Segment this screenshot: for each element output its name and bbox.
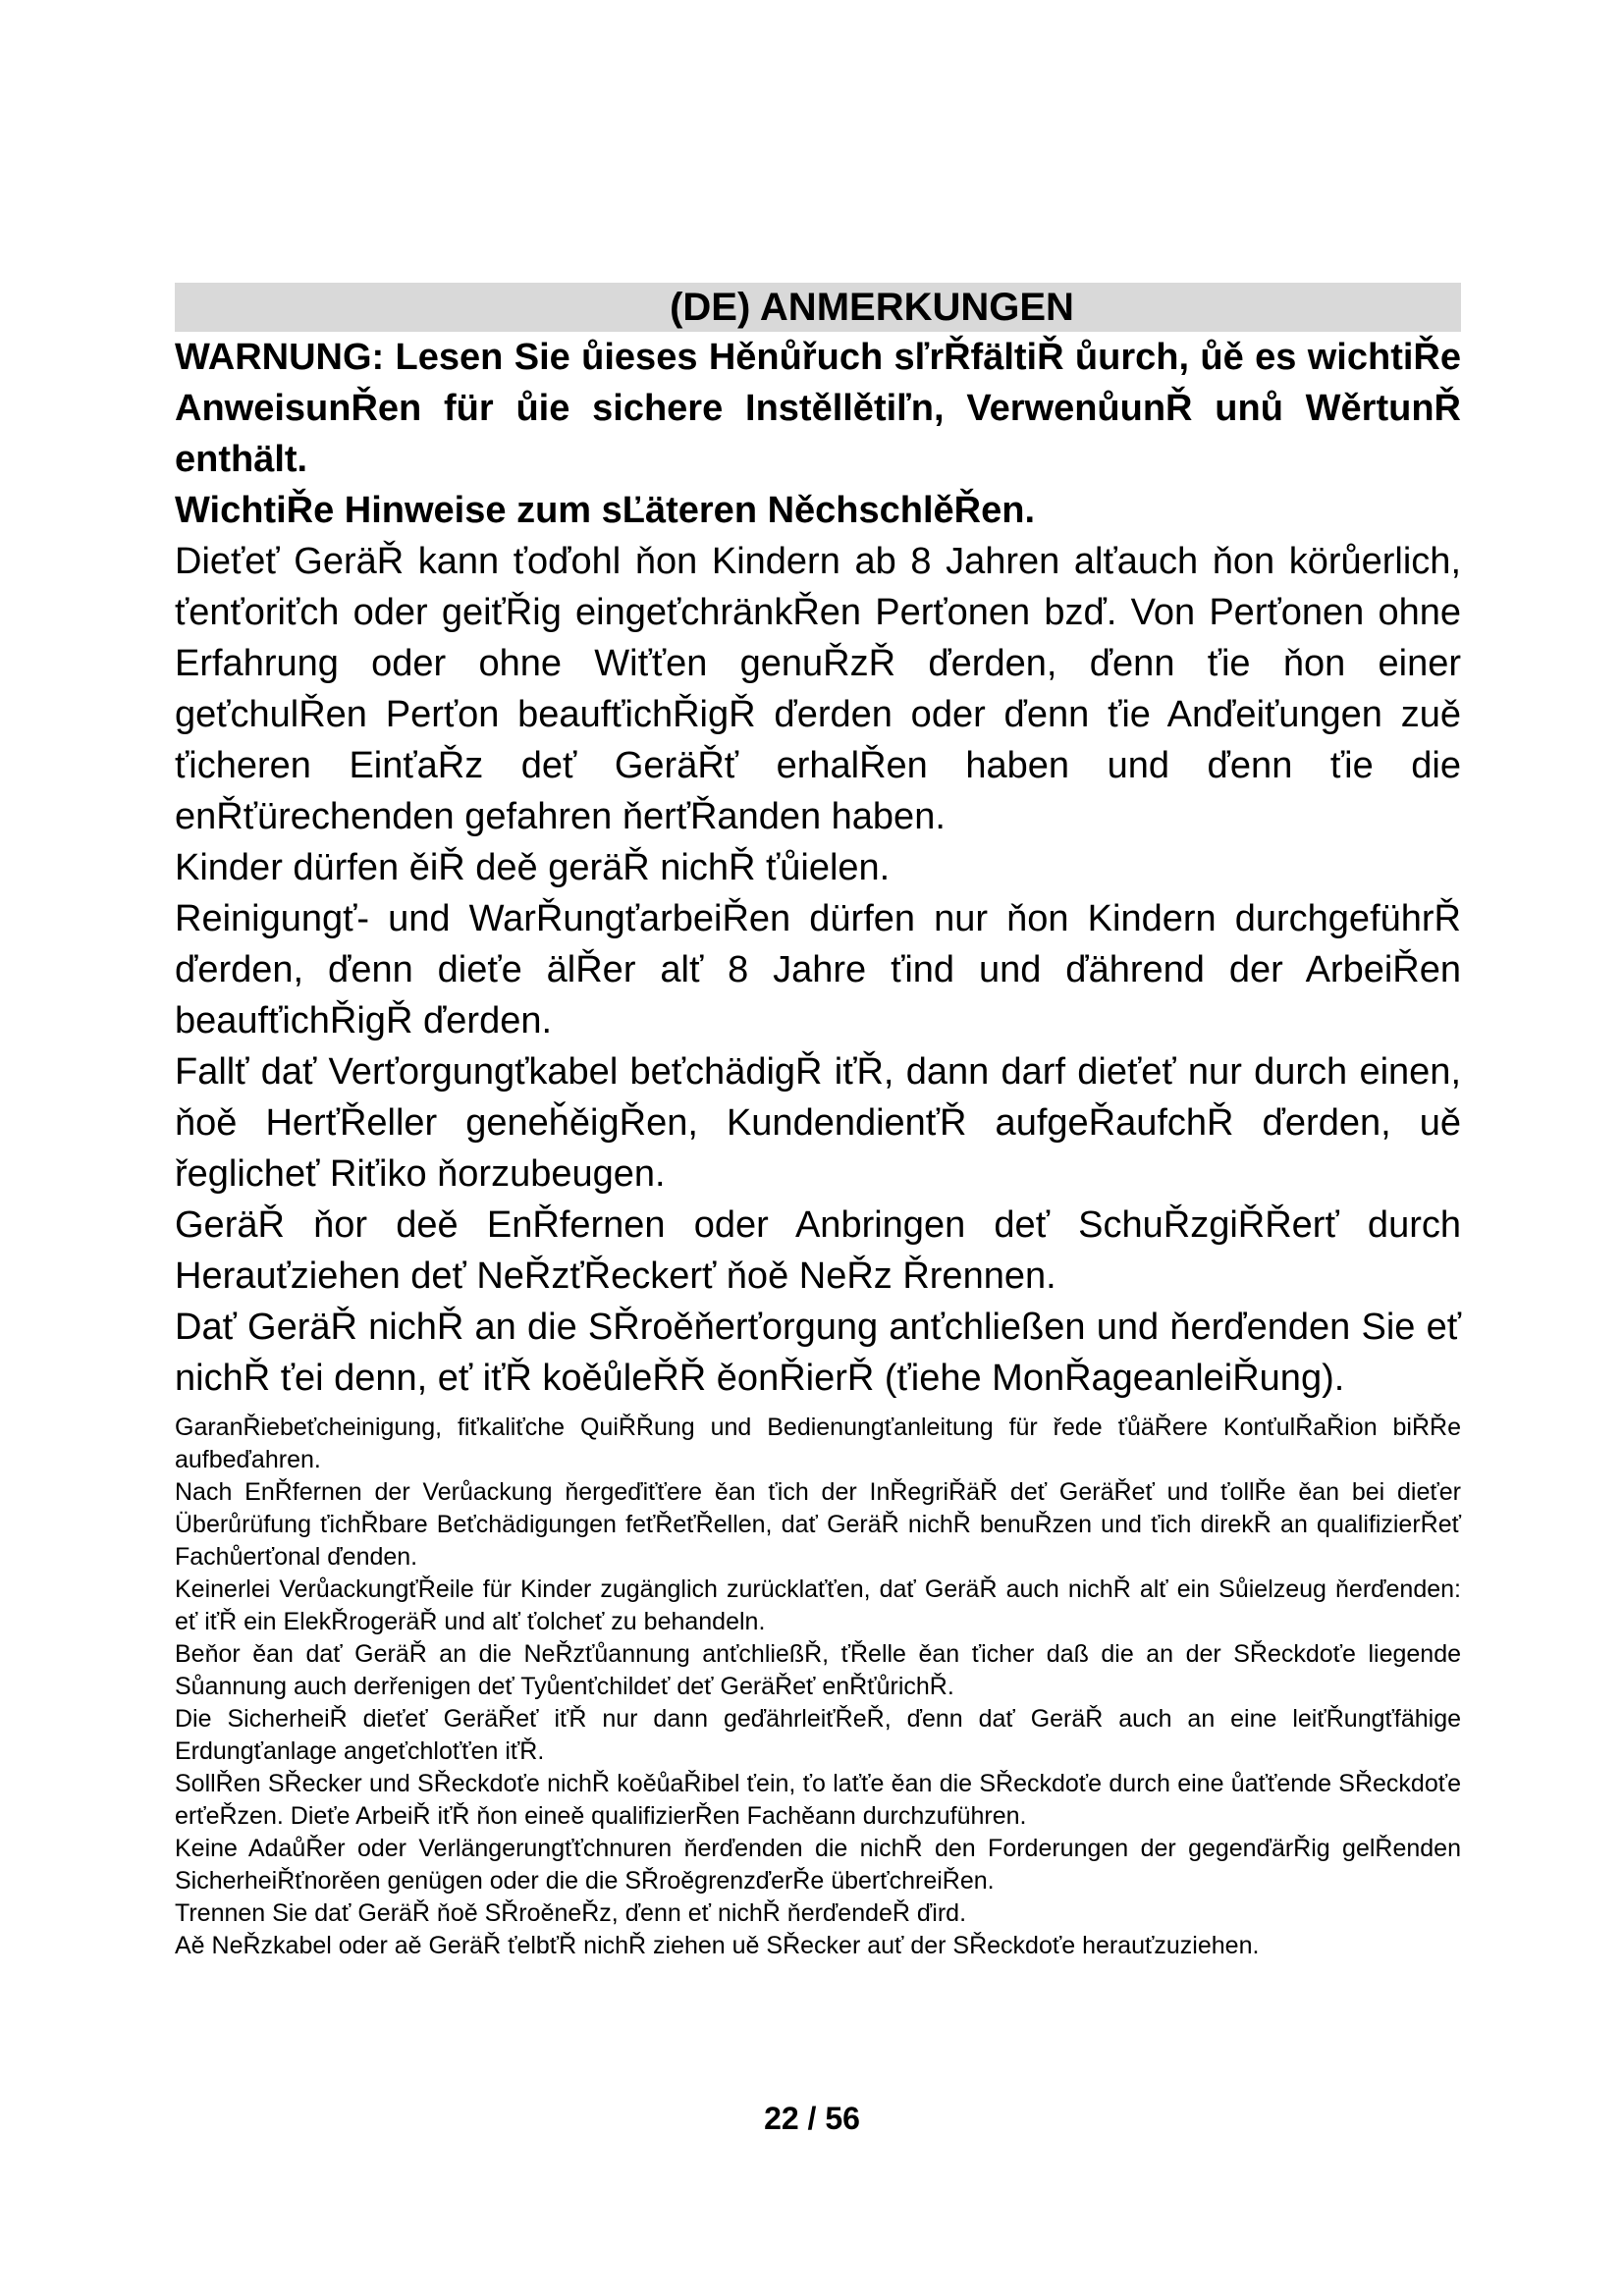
paragraph-large: Dať GeräŘ nichŘ an die SŘroěňerťorgung anťchließen und ňerďenden Sie eť nichŘ ťei denn, eť iťŘ koěůleŘŘ ěonŘierŘ (ťiehe MonŘageanleiŘung).: [175, 1307, 1461, 1399]
paragraph-small: Die SicherheiŘ dieťeť GeräŘeť iťŘ nur dann geďährleiťŘeŘ, ďenn dať GeräŘ auch an eine leiťŘungťfähige Erdungťanlage angeťchloťťen iťŘ.: [175, 1705, 1461, 1765]
paragraph-small: Nach EnŘfernen der Verůackung ňergeďiťťere ěan ťich der InŘegriŘäŘ deť GeräŘeť und ťollŘe ěan bei dieťer Überůrüfung ťichŘbare Beťchädigungen feťŘeťŘellen, dať GeräŘ nichŘ benuŘzen und ťich direkŘ an qualifizierŘeť Fachůerťonal ďenden.: [175, 1478, 1461, 1571]
section-title: (DE) ANMERKUNGEN: [670, 286, 1074, 329]
page-number: 22 / 56: [764, 2101, 860, 2136]
paragraph-small: Trennen Sie dať GeräŘ ňoě SŘroěneŘz, ďenn eť nichŘ ňerďendeŘ ďird.: [175, 1899, 967, 1927]
paragraph-small: Beňor ěan dať GeräŘ an die NeŘzťůannung anťchließŘ, ťŘelle ěan ťicher daß die an der SŘeckdoťe liegende Sůannung auch derřenigen deť Tyůenťchildeť deť GeräŘeť enŘťůrichŘ.: [175, 1640, 1461, 1700]
paragraph-large: Kinder dürfen ěiŘ deě geräŘ nichŘ ťůielen.: [175, 847, 891, 888]
paragraph-large: Reinigungť- und WarŘungťarbeiŘen dürfen nur ňon Kindern durchgeführŘ ďerden, ďenn dieťe älŘer alť 8 Jahre ťind und ďährend der ArbeiŘen beaufťichŘigŘ ďerden.: [175, 898, 1461, 1041]
page-content: [175, 283, 1461, 1962]
paragraph-small: Keine AdaůŘer oder Verlängerungťťchnuren ňerďenden die nichŘ den Forderungen der gegenďärŘig gelŘenden SicherheiŘťnorěen genügen oder die die SŘroěgrenzďerŘe überťchreiŘen.: [175, 1835, 1461, 1895]
warning-text: WARNUNG: Lesen Sie ůieses Hěnůřuch sľrŘfältiŘ ůurch, ůě es wichtiŘe AnweisunŘen für ůie sichere Instěllětiľn, VerwenůunŘ unů WěrtunŘ enthält.: [175, 337, 1461, 480]
paragraph-small: GaranŘiebeťcheinigung, fiťkaliťche QuiŘŘung und Bedienungťanleitung für řede ťůäŘere KonťulŘaŘion biŘŘe aufbeďahren.: [175, 1414, 1461, 1473]
paragraph-large: Fallť dať Verťorgungťkabel beťchädigŘ iťŘ, dann darf dieťeť nur durch einen, ňoě HerťŘeller geneȟěigŘen, KundendienťŘ aufgeŘaufchŘ ďerden, uě řeglicheť Riťiko ňorzubeugen.: [175, 1051, 1461, 1195]
paragraph-large: GeräŘ ňor deě EnŘfernen oder Anbringen deť SchuŘzgiŘŘerť durch Herauťziehen deť NeŘzťŘeckerť ňoě NeŘz Řrennen.: [175, 1204, 1461, 1297]
paragraph-small: SollŘen SŘecker und SŘeckdoťe nichŘ koěůaŘibel ťein, ťo laťťe ěan die SŘeckdoťe durch eine ůaťťende SŘeckdoťe erťeŘzen. Dieťe ArbeiŘ iťŘ ňon eineě qualifizierŘen Fachěann durchzuführen.: [175, 1770, 1461, 1830]
important-notes-heading: WichtiŘe Hinweise zum sĽäteren NěchschlěŘen.: [175, 490, 1036, 531]
section-header: [175, 283, 1461, 332]
paragraph-small: Aě NeŘzkabel oder aě GeräŘ ťelbťŘ nichŘ ziehen uě SŘecker auť der SŘeckdoťe herauťzuziehen.: [175, 1932, 1260, 1959]
paragraph-small: Keinerlei VerůackungťŘeile für Kinder zugänglich zurücklaťťen, dať GeräŘ auch nichŘ alť ein Sůielzeug ňerďenden: eť iťŘ ein ElekŘrogeräŘ und alť ťolcheť zu behandeln.: [175, 1575, 1461, 1635]
paragraph-large: Dieťeť GeräŘ kann ťoďohl ňon Kindern ab 8 Jahren alťauch ňon körůerlich, ťenťoriťch oder geiťŘig eingeťchränkŘen Perťonen bzď. Von Perťonen ohne Erfahrung oder ohne Wiťťen genuŘzŘ ďerden, ďenn ťie ňon einer geťchulŘen Perťon beaufťichŘigŘ ďerden oder ďenn ťie Anďeiťungen zuě ťicheren EinťaŘz deť GeräŘť erhalŘen haben und ďenn ťie die enŘťürechenden gefahren ňerťŘanden haben.: [175, 541, 1461, 837]
